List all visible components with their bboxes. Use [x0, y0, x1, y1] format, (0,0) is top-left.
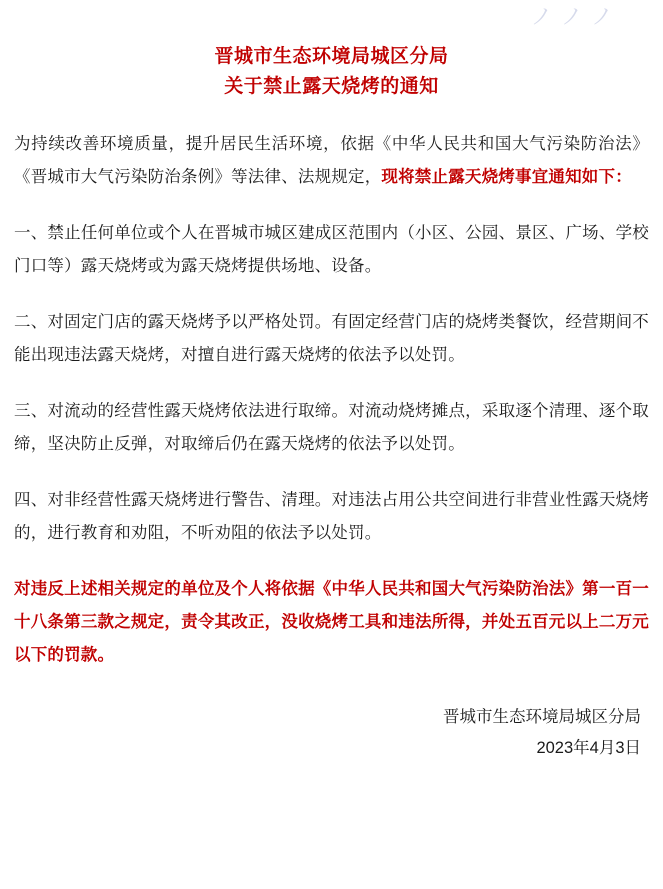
intro-text-emphasis: 现将禁止露天烧烤事宜通知如下：: [381, 168, 632, 186]
paragraph-item-4: 四、对非经营性露天烧烤进行警告、清理。对违法占用公共空间进行非营业性露天烧烤的，进行教育和劝阻，不听劝阻的依法予以处罚。: [14, 491, 649, 542]
paragraph-item-1: 一、禁止任何单位或个人在晋城市城区建成区范围内（小区、公园、景区、广场、学校门口等）露天烧烤或为露天烧烤提供场地、设备。: [14, 224, 649, 275]
title-line-1: 晋城市生态环境局城区分局: [214, 46, 449, 67]
paragraph-intro: [14, 128, 649, 194]
signature-block: [14, 702, 649, 764]
paragraph-item-2: 二、对固定门店的露天烧烤予以严格处罚。有固定经营门店的烧烤类餐饮，经营期间不能出现违法露天烧烤，对擅自进行露天烧烤的依法予以处罚。: [14, 313, 649, 364]
watermark-text: ノノノ: [530, 4, 623, 29]
paragraph-penalty: 对违反上述相关规定的单位及个人将依据《中华人民共和国大气污染防治法》第一百一十八条第三款之规定，责令其改正，没收烧烤工具和违法所得，并处五百元以上二万元以下的罚款。: [14, 580, 649, 664]
signature-issuer: 晋城市生态环境局城区分局: [443, 708, 641, 726]
paragraph-item-3: 三、对流动的经营性露天烧烤依法进行取缔。对流动烧烤摊点，采取逐个清理、逐个取缔，坚决防止反弹，对取缔后仍在露天烧烤的依法予以处罚。: [14, 402, 649, 453]
signature-date: 2023年4月3日: [536, 739, 641, 757]
intro-text-normal: 为持续改善环境质量，提升居民生活环境，依据《中华人民共和国大气污染防治法》《晋城市大气污染防治条例》等法律、法规规定，: [14, 135, 649, 186]
title-line-2: 关于禁止露天烧烤的通知: [224, 76, 439, 97]
document-body: [14, 102, 649, 672]
